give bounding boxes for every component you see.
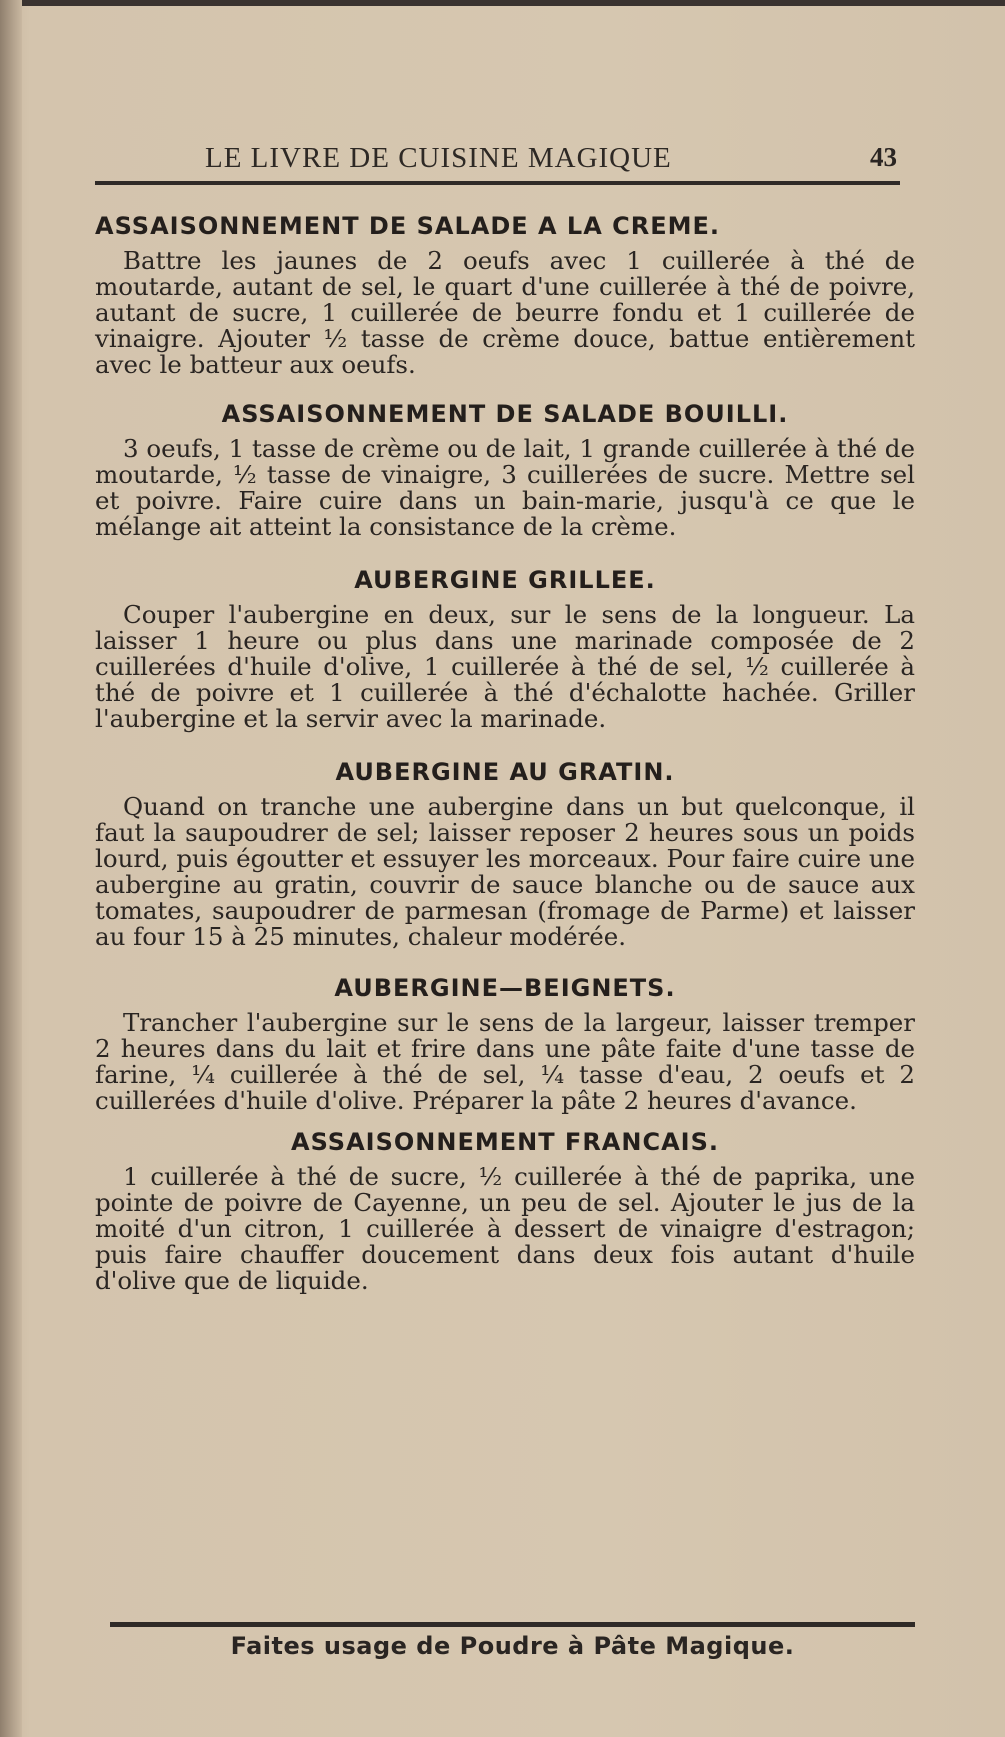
recipe-section — [95, 1128, 915, 1294]
page-footer-slogan: Faites usage de Poudre à Pâte Magique. — [230, 1632, 795, 1660]
recipe-section — [95, 758, 915, 950]
header-rule — [95, 181, 900, 185]
recipe-body: Quand on tranche une aubergine dans un but quelconque, il faut la saupoudrer de sel; laisser reposer 2 heures sous un poids lourd, puis égoutter et essuyer les morceaux. Pour faire cuire une aubergine au gratin, couvrir de sauce blanche ou de sauce aux tomates, saupoudrer de parmesan (fromage de Parme) et laisser au four 15 à 25 minutes, chaleur modérée. — [95, 792, 915, 951]
recipe-body: 3 oeufs, 1 tasse de crème ou de lait, 1 grande cuillerée à thé de moutarde, ½ tasse de vinaigre, 3 cuillerées de sucre. Mettre sel et poivre. Faire cuire dans un bain-marie, jusqu'à ce que le mélange ait atteint la consistance de la crème. — [95, 434, 915, 541]
top-edge — [0, 0, 1005, 6]
footer-rule — [110, 1622, 915, 1627]
recipe-title: AUBERGINE GRILLEE. — [354, 566, 656, 594]
recipe-section — [95, 566, 915, 732]
page-number: 43 — [870, 142, 897, 172]
recipe-title: AUBERGINE—BEIGNETS. — [334, 974, 676, 1002]
recipe-title: AUBERGINE AU GRATIN. — [335, 758, 675, 786]
recipe-title: ASSAISONNEMENT FRANCAIS. — [291, 1128, 719, 1156]
recipe-body: Trancher l'aubergine sur le sens de la largeur, laisser tremper 2 heures dans du lait et frire dans une pâte faite d'une tasse de farine, ¼ cuillerée à thé de sel, ¼ tasse d'eau, 2 oeufs et 2 cuillerées d'huile d'olive. Préparer la pâte 2 heures d'avance. — [95, 1008, 915, 1115]
recipe-section — [95, 212, 915, 378]
page-header — [95, 142, 905, 182]
recipe-section — [95, 400, 915, 540]
recipe-list — [95, 196, 915, 1294]
recipe-title: ASSAISONNEMENT DE SALADE A LA CREME. — [95, 212, 721, 240]
page-spine-shadow — [0, 0, 22, 1737]
recipe-body: Battre les jaunes de 2 oeufs avec 1 cuillerée à thé de moutarde, autant de sel, le quart d'une cuillerée à thé de poivre, autant de sucre, 1 cuillerée de beurre fondu et 1 cuillerée de vinaigre. Ajouter ½ tasse de crème douce, battue entièrement avec le batteur aux oeufs. — [95, 246, 915, 379]
recipe-section — [95, 974, 915, 1114]
recipe-body: 1 cuillerée à thé de sucre, ½ cuillerée à thé de paprika, une pointe de poivre de Cayenne, un peu de sel. Ajouter le jus de la moité d'un citron, 1 cuillerée à dessert de vinaigre d'estragon; puis faire chauffer doucement dans deux fois autant d'huile d'olive que de liquide. — [95, 1162, 915, 1295]
recipe-body: Couper l'aubergine en deux, sur le sens de la longueur. La laisser 1 heure ou plus dans une marinade composée de 2 cuillerées d'huile d'olive, 1 cuillerée à thé de sel, ½ cuillerée à thé de poivre et 1 cuillerée à thé d'échalotte hachée. Griller l'aubergine et la servir avec la marinade. — [95, 600, 915, 733]
running-title: LE LIVRE DE CUISINE MAGIQUE — [205, 142, 672, 174]
recipe-title: ASSAISONNEMENT DE SALADE BOUILLI. — [221, 400, 789, 428]
